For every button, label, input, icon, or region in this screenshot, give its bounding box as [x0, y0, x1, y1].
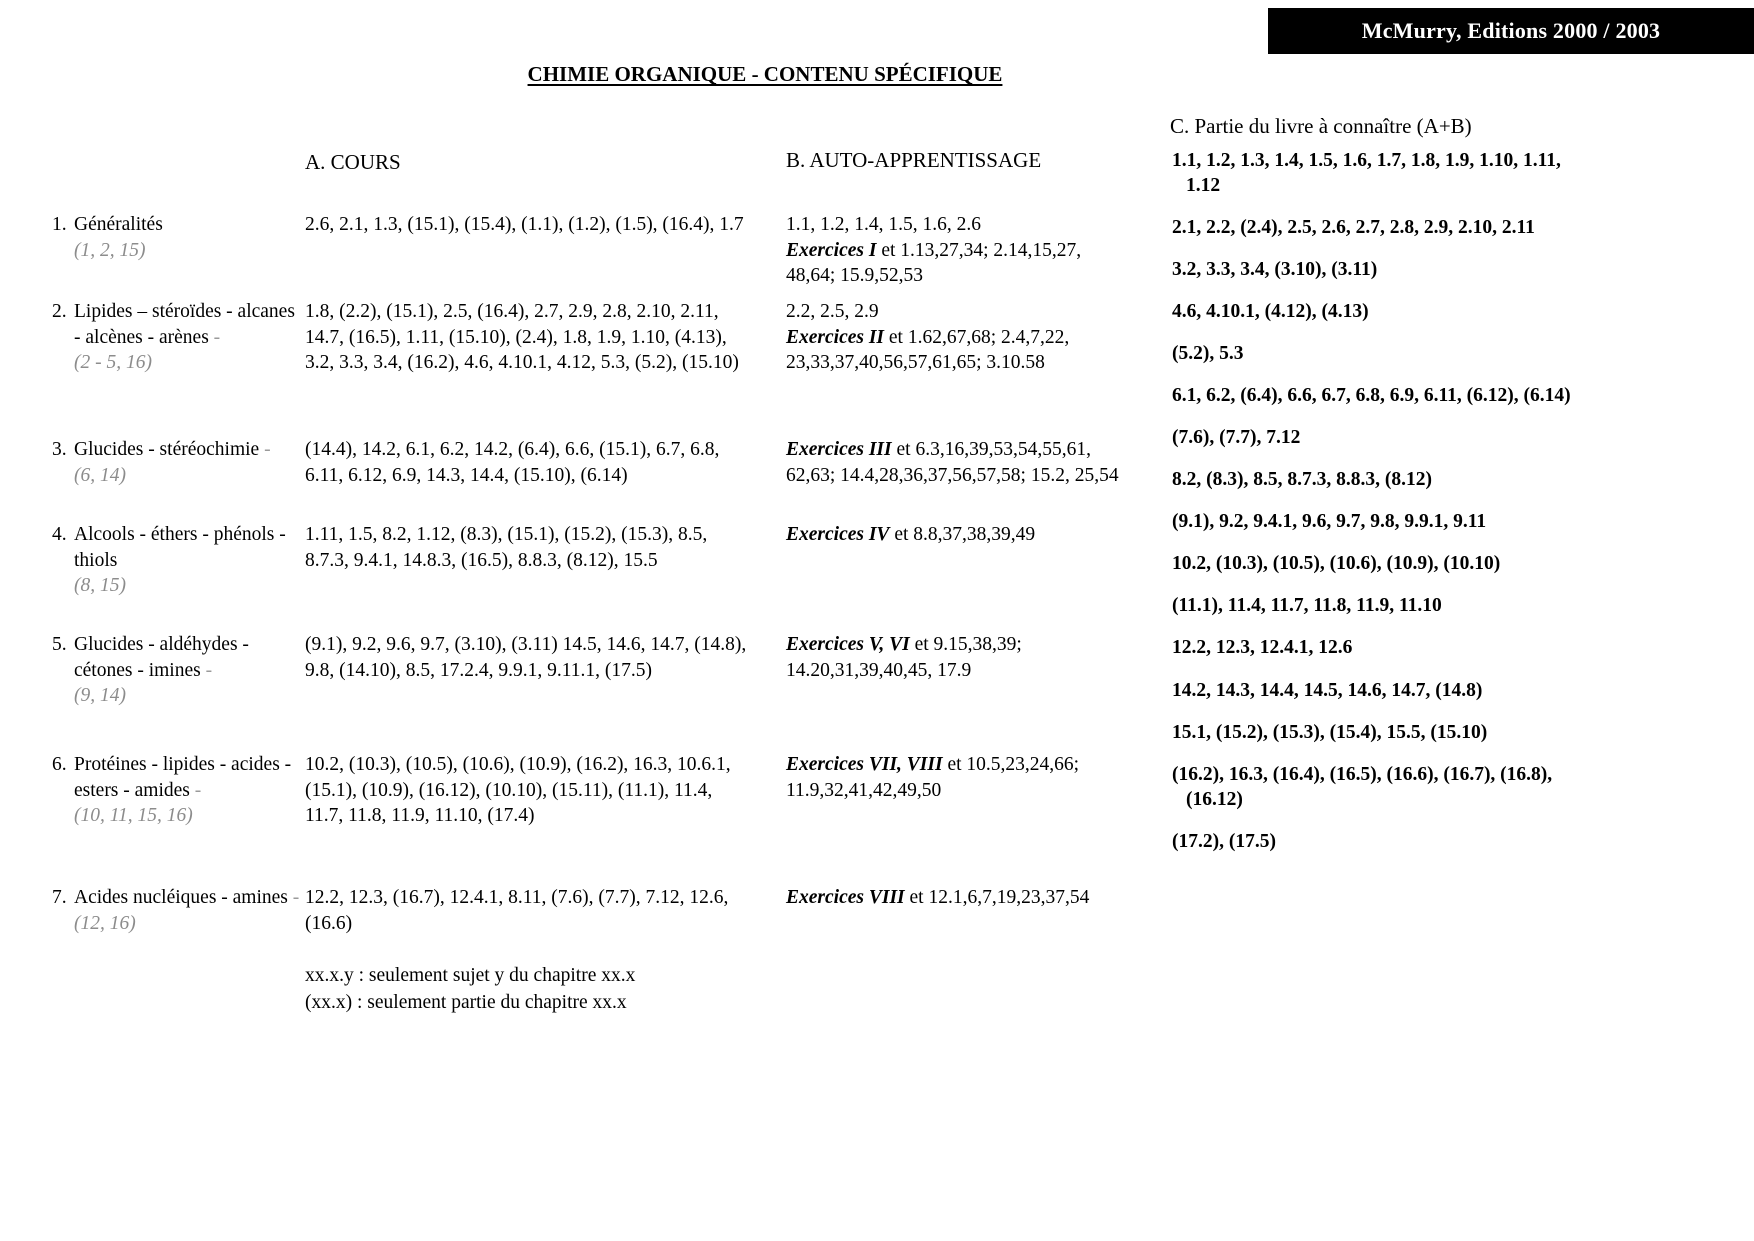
row-topic [52, 212, 302, 263]
column-c-item: (5.2), 5.3 [1172, 343, 1244, 364]
row-number: 1. [52, 214, 67, 235]
auto-exercises [786, 522, 1126, 548]
exercises-label: Exercices VII, VIII [786, 754, 943, 775]
auto-exercises [786, 752, 1126, 803]
topic-trailing-dash: - [205, 659, 213, 681]
column-c-item: 15.1, (15.2), (15.3), (15.4), 15.5, (15.10) [1172, 722, 1488, 743]
exercises-label: Exercices VIII [786, 887, 905, 908]
row-topic-label: Acides nucléiques - amines - (12, 16) [74, 885, 302, 936]
page-title: CHIMIE ORGANIQUE - CONTENU SPÉCIFIQUE [527, 62, 1003, 86]
exercises-refs: et 10.5,23,24,66; 11.9,32,41,42,49,50 [786, 754, 1080, 801]
auto-exercises [786, 325, 1126, 376]
row-topic-label: Glucides - aldéhydes - cétones - imines - (9, 14) [74, 632, 302, 709]
row-topic-label: Glucides - stéréochimie - (6, 14) [74, 437, 302, 488]
edition-banner [1268, 8, 1754, 54]
column-header-auto-apprentissage: B. AUTO-APPRENTISSAGE [786, 148, 1042, 172]
footnote-line: (xx.x) : seulement partie du chapitre xx.x [305, 992, 627, 1013]
exercises-label: Exercices III [786, 439, 892, 460]
column-c-item: 10.2, (10.3), (10.5), (10.6), (10.9), (10.10) [1172, 553, 1501, 574]
column-c-item: (9.1), 9.2, 9.4.1, 9.6, 9.7, 9.8, 9.9.1, 9.11 [1172, 511, 1487, 532]
row-auto-apprentissage-content [786, 212, 1126, 289]
content-row [0, 885, 1754, 934]
row-topic [52, 299, 302, 376]
row-topic-label: Généralités (1, 2, 15) [74, 212, 302, 263]
topic-trailing-dash: - [264, 439, 271, 460]
exercises-label: Exercices IV [786, 524, 890, 545]
column-c-item: 1.1, 1.2, 1.3, 1.4, 1.5, 1.6, 1.7, 1.8, 1.9, 1.10, 1.11, 1.12 [1172, 150, 1561, 196]
column-c-item: 4.6, 4.10.1, (4.12), (4.13) [1172, 301, 1369, 322]
column-c-list [1172, 148, 1572, 871]
column-c-item: (16.2), 16.3, (16.4), (16.5), (16.6), (16.7), (16.8), (16.12) [1172, 764, 1553, 810]
row-topic [52, 885, 302, 936]
row-cours-content: (14.4), 14.2, 6.1, 6.2, 14.2, (6.4), 6.6, (15.1), 6.7, 6.8, 6.11, 6.12, 6.9, 14.3, 14.4, (15.10), (6.14) [305, 439, 720, 486]
column-c-item: 3.2, 3.3, 3.4, (3.10), (3.11) [1172, 259, 1378, 280]
row-chapter-ref: (10, 11, 15, 16) [74, 805, 193, 826]
row-chapter-ref: (2 - 5, 16) [74, 352, 152, 373]
exercises-refs: et 12.1,6,7,19,23,37,54 [904, 887, 1090, 908]
row-auto-apprentissage-content [786, 752, 1126, 803]
row-number: 4. [52, 524, 67, 545]
row-topic [52, 437, 302, 488]
auto-exercises [786, 437, 1126, 488]
row-topic [52, 632, 302, 709]
row-cours-content: 1.11, 1.5, 8.2, 1.12, (8.3), (15.1), (15.2), (15.3), 8.5, 8.7.3, 9.4.1, 14.8.3, (16.5), 8.8.3, (8.12), 15.5 [305, 524, 708, 571]
auto-exercises [786, 238, 1126, 289]
row-chapter-ref: (1, 2, 15) [74, 239, 146, 261]
auto-plain-refs: 2.2, 2.5, 2.9 [786, 301, 879, 322]
topic-trailing-dash: - [194, 779, 202, 801]
row-cours-content: 2.6, 2.1, 1.3, (15.1), (15.4), (1.1), (1.2), (1.5), (16.4), 1.7 [305, 214, 744, 235]
row-number: 7. [52, 887, 67, 908]
row-chapter-ref: (12, 16) [74, 912, 136, 934]
topic-trailing-dash: - [292, 887, 300, 908]
exercises-label: Exercices I [786, 239, 877, 261]
column-c-item: (11.1), 11.4, 11.7, 11.8, 11.9, 11.10 [1172, 595, 1442, 616]
topic-trailing-dash: - [213, 326, 221, 348]
column-c-item: 6.1, 6.2, (6.4), 6.6, 6.7, 6.8, 6.9, 6.11, (6.12), (6.14) [1172, 385, 1571, 406]
column-c-item: 12.2, 12.3, 12.4.1, 12.6 [1172, 637, 1353, 658]
row-auto-apprentissage-content [786, 437, 1126, 488]
exercises-refs: et 8.8,37,38,39,49 [889, 524, 1036, 545]
row-cours-content: (9.1), 9.2, 9.6, 9.7, (3.10), (3.11) 14.5, 14.6, 14.7, (14.8), 9.8, (14.10), 8.5, 17.2.4, 9.9.1, 9.11.1, (17.5) [305, 634, 747, 681]
row-auto-apprentissage-content [786, 885, 1126, 911]
footnote-line: xx.x.y : seulement sujet y du chapitre xx.x [305, 965, 636, 986]
row-chapter-ref: (8, 15) [74, 575, 126, 596]
column-header-partie-du-livre: C. Partie du livre à connaître (A+B) [1170, 114, 1472, 138]
row-number: 2. [52, 301, 67, 322]
exercises-label: Exercices II [786, 326, 885, 348]
auto-exercises [786, 632, 1126, 683]
column-header-cours: A. COURS [305, 150, 401, 174]
row-topic-label: Lipides – stéroïdes - alcanes - alcènes - arènes - (2 - 5, 16) [74, 299, 302, 376]
exercises-label: Exercices V, VI [786, 634, 910, 655]
column-c-item: (7.6), (7.7), 7.12 [1172, 427, 1301, 448]
exercises-refs: et 1.13,27,34; 2.14,15,27, 48,64; 15.9,52,53 [786, 239, 1082, 286]
row-number: 5. [52, 634, 67, 655]
row-auto-apprentissage-content [786, 632, 1126, 683]
exercises-refs: et 1.62,67,68; 2.4,7,22, 23,33,37,40,56,57,61,65; 3.10.58 [786, 326, 1070, 373]
column-c-item: (17.2), (17.5) [1172, 831, 1276, 852]
row-topic [52, 752, 302, 829]
row-cours-content: 12.2, 12.3, (16.7), 12.4.1, 8.11, (7.6), (7.7), 7.12, 12.6, (16.6) [305, 887, 729, 934]
row-auto-apprentissage-content [786, 522, 1126, 548]
exercises-refs: et 6.3,16,39,53,54,55,61, 62,63; 14.4,28,36,37,56,57,58; 15.2, 25,54 [786, 439, 1119, 486]
auto-plain-refs: 1.1, 1.2, 1.4, 1.5, 1.6, 2.6 [786, 214, 981, 235]
edition-banner-label: McMurry, Editions 2000 / 2003 [1361, 18, 1661, 43]
row-topic-label: Protéines - lipides - acides - esters - amides - (10, 11, 15, 16) [74, 752, 302, 829]
column-c-item: 8.2, (8.3), 8.5, 8.7.3, 8.8.3, (8.12) [1172, 469, 1432, 490]
column-c-item: 14.2, 14.3, 14.4, 14.5, 14.6, 14.7, (14.8) [1172, 680, 1483, 701]
row-chapter-ref: (9, 14) [74, 685, 126, 706]
row-number: 3. [52, 439, 67, 460]
row-topic [52, 522, 302, 599]
row-cours-content: 1.8, (2.2), (15.1), 2.5, (16.4), 2.7, 2.9, 2.8, 2.10, 2.11, 14.7, (16.5), 1.11, (15.10), (2.4), 1.8, 1.9, 1.10, (4.13), 3.2, 3.3, 3.4, (16.2), 4.6, 4.10.1, 4.12, 5.3, (5.2), (15.10) [305, 301, 739, 373]
exercises-refs: et 9.15,38,39; 14.20,31,39,40,45, 17.9 [786, 634, 1022, 681]
footnote-legend [305, 962, 635, 1016]
row-topic-label: Alcools - éthers - phénols - thiols (8, 15) [74, 522, 302, 599]
row-cours-content: 10.2, (10.3), (10.5), (10.6), (10.9), (16.2), 16.3, 10.6.1, (15.1), (10.9), (16.12), (10.10), (15.11), (11.1), 11.4, 11.7, 11.8, 11.9, 11.10, (17.4) [305, 754, 731, 826]
row-auto-apprentissage-content [786, 299, 1126, 376]
auto-exercises [786, 885, 1126, 911]
row-number: 6. [52, 754, 67, 775]
row-chapter-ref: (6, 14) [74, 464, 126, 486]
column-c-item: 2.1, 2.2, (2.4), 2.5, 2.6, 2.7, 2.8, 2.9, 2.10, 2.11 [1172, 217, 1535, 238]
